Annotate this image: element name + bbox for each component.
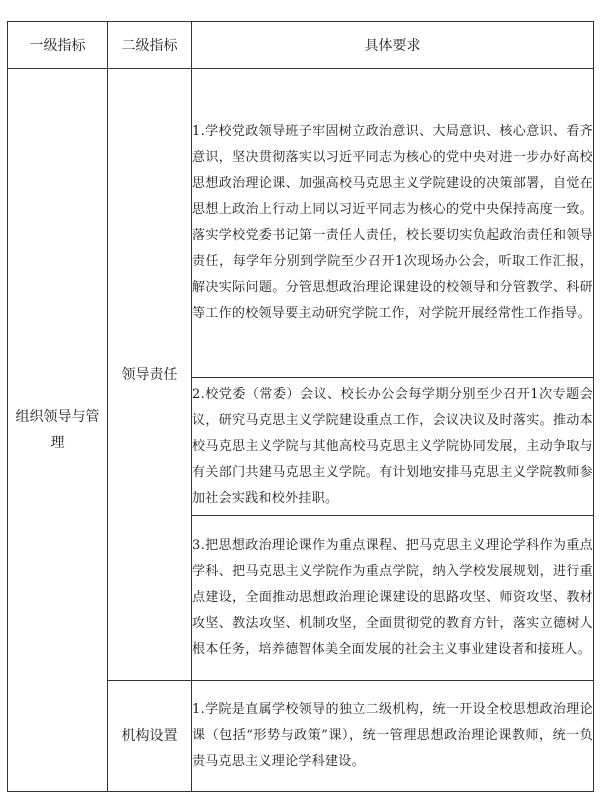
table-row: [8, 69, 594, 378]
level2-label-leadership: 领导责任: [121, 366, 178, 383]
header-level2: 二级指标: [108, 22, 192, 69]
level2-cell: [108, 69, 192, 681]
header-row: [8, 22, 594, 69]
requirement-text: 1.学院是直属学校领导的独立二级机构，统一开设全校思想政治理论课（包括“形势与政策”课），统一管理思想政治理论课教师，统一负责马克思主义理论学科建设。: [192, 702, 593, 769]
requirement-text: 3.把思想政治理论课作为重点课程、把马克思主义理论学科作为重点学科、把马克思主义学院作为重点学院，纳入学校发展规划，进行重点建设，全面推动思想政治理论课建设的思路攻坚、师资攻坚、教材攻坚、教法攻坚、机制攻坚，全面贯彻党的教育方针，落实立德树人根本任务，培养德智体美全面发展的社会主义事业建设者和接班人。: [192, 538, 593, 657]
requirement-cell: [192, 378, 594, 516]
header-level1: 一级指标: [8, 22, 108, 69]
level2-label-organization: 机构设置: [121, 728, 178, 744]
level2-cell: [108, 681, 192, 792]
requirements-table: [7, 21, 594, 792]
requirement-text: 2.校党委（常委）会议、校长办公会每学期分别至少召开1次专题会议，研究马克思主义学院建设重点工作，会议决议及时落实。推动本校马克思主义学院与其他高校马克思主义学院协同发展，主动争取与有关部门共建马克思主义学院。有计划地安排马克思主义学院教师参加社会实践和校外挂职。: [192, 386, 593, 506]
requirement-cell: [192, 681, 594, 792]
requirement-text: 1.学校党政领导班子牢固树立政治意识、大局意识、核心意识、看齐意识，坚决贯彻落实以习近平同志为核心的党中央对进一步办好高校思想政治理论课、加强高校马克思主义学院建设的决策部署，自觉在思想上政治上行动上同以习近平同志为核心的党中央保持高度一致。落实学校党委书记第一责任人责任，校长要切实负起政治责任和领导责任，每学年分别到学院至少召开1次现场办公会，听取工作汇报，解决实际问题。分管思想政治理论课建设的校领导和分管教学、科研等工作的校领导要主动研究学院工作，对学院开展经常性工作指导。: [192, 124, 593, 321]
header-requirements: 具体要求: [192, 22, 594, 69]
requirement-cell: [192, 69, 594, 378]
level1-cell: [8, 69, 108, 792]
level1-label: 组织领导与管理: [15, 409, 100, 451]
requirement-cell: [192, 516, 594, 681]
